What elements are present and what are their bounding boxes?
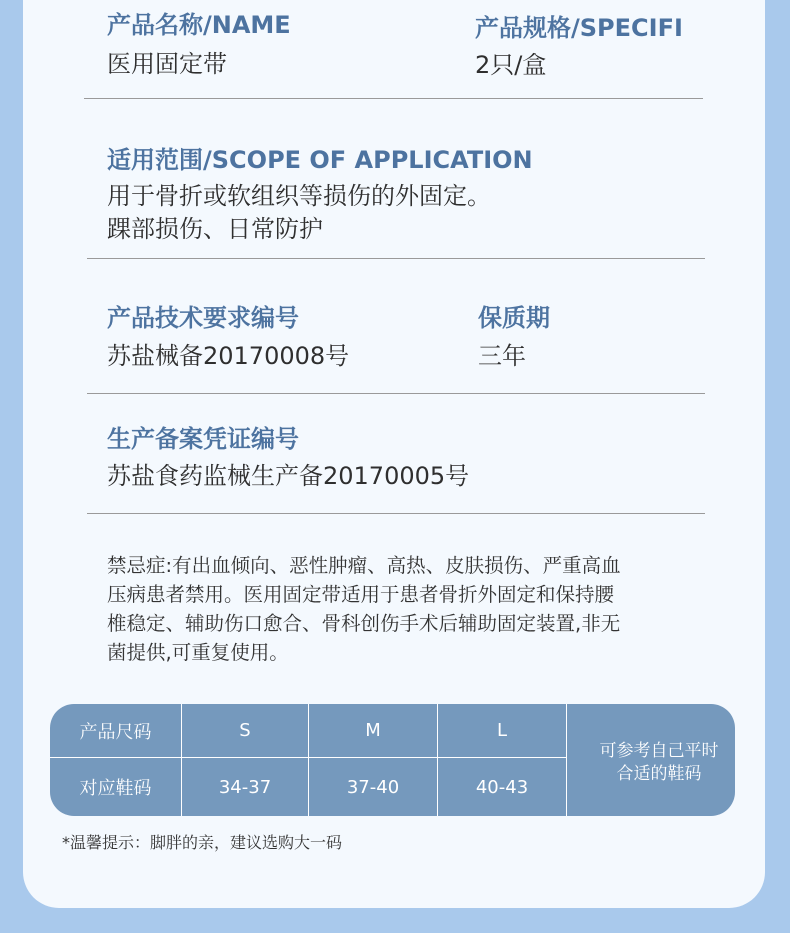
divider [87, 258, 705, 259]
size-note-line: 合适的鞋码 [616, 764, 702, 784]
size-s: S [239, 720, 251, 741]
contraindication-line: 压病患者禁用。医用固定带适用于患者骨折外固定和保持腰 [107, 583, 615, 606]
contraindication-text [107, 551, 707, 667]
product-name-label: 产品名称/NAME [107, 11, 291, 39]
tip-text: *温馨提示：脚胖的亲，建议选购大一码 [62, 833, 343, 852]
tech-req-label: 产品技术要求编号 [107, 304, 299, 332]
table-col-divider [566, 704, 567, 816]
product-spec-label: 产品规格/SPECIFI [475, 14, 683, 42]
tech-req-value: 苏盐械备20170008号 [107, 342, 350, 370]
contraindication-line: 椎稳定、辅助伤口愈合、骨科创伤手术后辅助固定装置,非无 [107, 612, 621, 635]
contraindication-line: 禁忌症:有出血倾向、恶性肿瘤、高热、皮肤损伤、严重高血 [107, 554, 621, 577]
shelf-life-label: 保质期 [478, 304, 550, 332]
size-row-header: 产品尺码 [79, 721, 152, 743]
scope-line-1: 用于骨折或软组织等损伤的外固定。 [107, 182, 491, 210]
registration-label: 生产备案凭证编号 [107, 425, 299, 453]
product-spec-value: 2只/盒 [475, 51, 547, 79]
shoe-size-s: 34-37 [218, 776, 272, 798]
size-note-line: 可参考自己平时 [599, 741, 719, 761]
size-note [589, 740, 729, 786]
divider [87, 513, 705, 514]
size-l: L [496, 720, 508, 741]
scope-label: 适用范围/SCOPE OF APPLICATION [107, 146, 533, 174]
shoe-row-header: 对应鞋码 [79, 778, 152, 799]
shoe-size-m: 37-40 [346, 776, 400, 798]
registration-value: 苏盐食药监械生产备20170005号 [107, 462, 470, 490]
divider [87, 393, 705, 394]
contraindication-line: 菌提供,可重复使用。 [107, 641, 289, 664]
product-name-value: 医用固定带 [107, 50, 227, 78]
divider [84, 98, 703, 99]
size-m: M [365, 720, 381, 741]
shoe-size-l: 40-43 [475, 776, 529, 798]
scope-line-2: 踝部损伤、日常防护 [107, 215, 323, 243]
shelf-life-value: 三年 [478, 342, 526, 370]
